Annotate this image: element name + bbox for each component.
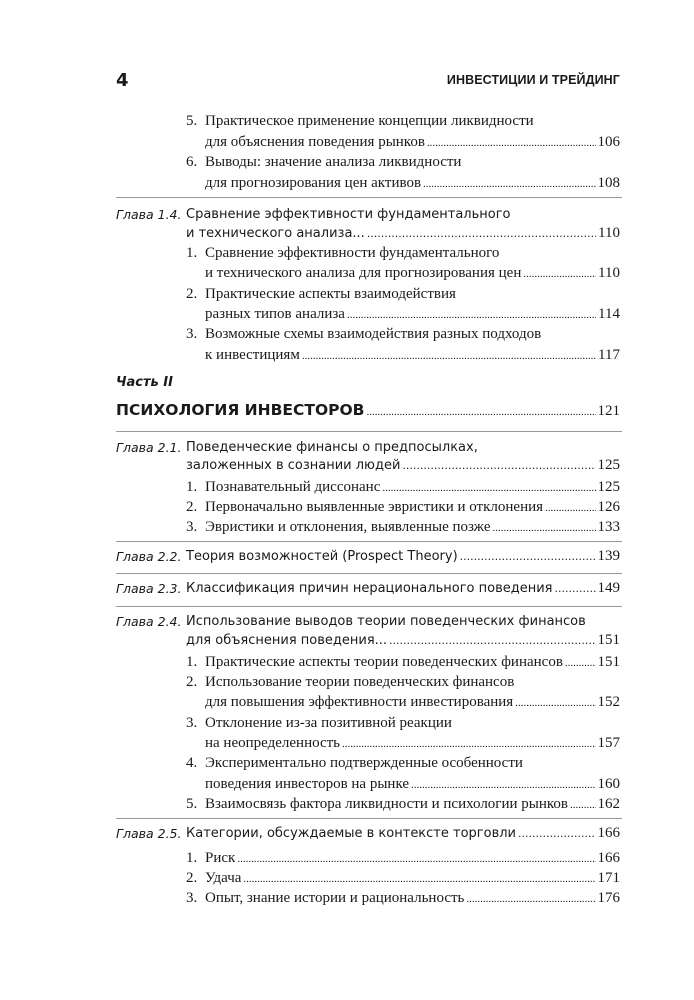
part-title: ПСИХОЛОГИЯ ИНВЕСТОРОВ [116, 401, 365, 419]
item-title: Познавательный диссонанс [205, 479, 381, 495]
toc-item [0, 713, 694, 735]
item-number: 3. [186, 326, 198, 342]
chapter-title: Классификация причин нерационального поведения [186, 581, 553, 596]
chapter-entry-cont [0, 223, 694, 245]
dot-leader [493, 518, 596, 538]
item-title: Практическое применение концепции ликвидности [205, 113, 534, 129]
toc-item-cont [0, 692, 694, 714]
toc-item [0, 848, 694, 870]
chapter-title: для объяснения поведения... [186, 633, 388, 648]
page-ref: 114 [598, 306, 620, 322]
chapter-label: Глава 2.2. [116, 549, 182, 564]
item-number: 2. [186, 286, 198, 302]
toc-item [0, 497, 694, 519]
dot-leader [411, 775, 595, 795]
chapter-title: Поведенческие финансы о предпосылках, [186, 440, 478, 455]
divider [116, 573, 622, 574]
divider [116, 197, 622, 198]
item-number: 3. [186, 890, 198, 906]
item-title: Использование теории поведенческих финансов [205, 674, 515, 690]
toc-item [0, 794, 694, 816]
toc-item [0, 111, 694, 133]
toc-item-cont [0, 132, 694, 154]
page-ref: 121 [597, 403, 620, 419]
toc-item [0, 517, 694, 539]
chapter-label: Глава 2.3. [116, 581, 182, 596]
toc-item [0, 652, 694, 674]
item-title: Сравнение эффективности фундаментального [205, 245, 500, 261]
item-number: 1. [186, 479, 198, 495]
page-ref: 139 [597, 548, 620, 564]
dot-leader [515, 693, 595, 713]
dot-leader [554, 579, 595, 599]
chapter-title: заложенных в сознании людей [186, 458, 401, 473]
toc-item [0, 753, 694, 775]
divider [116, 606, 622, 607]
page-ref: 166 [597, 825, 620, 841]
part-label: Часть II [116, 375, 173, 390]
toc-item [0, 477, 694, 499]
item-title: Удача [205, 870, 242, 886]
dot-leader [367, 224, 596, 244]
toc-item [0, 324, 694, 346]
dot-leader [518, 824, 596, 844]
item-number: 2. [186, 674, 198, 690]
toc-item-cont [0, 345, 694, 367]
toc-item [0, 284, 694, 306]
page-ref: 157 [597, 735, 620, 751]
toc-item-cont [0, 774, 694, 796]
dot-leader [565, 653, 596, 673]
chapter-label: Глава 2.5. [116, 826, 182, 841]
chapter-label: Глава 2.4. [116, 614, 182, 629]
page-ref: 106 [597, 134, 620, 150]
item-title: Экспериментально подтвержденные особенности [205, 755, 523, 771]
toc-item [0, 888, 694, 910]
page-ref: 133 [597, 519, 620, 535]
chapter-entry-cont [0, 455, 694, 477]
dot-leader [545, 498, 595, 518]
dot-leader [402, 456, 595, 476]
item-title: на неопределенность [205, 735, 341, 751]
chapter-title: и технического анализа... [186, 226, 365, 241]
item-title: и технического анализа для прогнозирования цен [205, 265, 522, 281]
toc-item [0, 152, 694, 174]
item-title: Практические аспекты взаимодействия [205, 286, 456, 302]
page-ref: 162 [597, 796, 620, 812]
item-number: 1. [186, 654, 198, 670]
chapter-title: Теория возможностей (Prospect Theory) [186, 549, 458, 564]
page-ref: 126 [597, 499, 620, 515]
page-ref: 166 [597, 850, 620, 866]
part-title-entry [0, 400, 694, 424]
chapter-entry-cont [0, 630, 694, 652]
page-ref: 125 [597, 457, 620, 473]
dot-leader [342, 734, 595, 754]
page-ref: 151 [597, 654, 620, 670]
page-ref: 110 [598, 265, 620, 281]
dot-leader [460, 547, 596, 567]
item-title: для повышения эффективности инвестирования [205, 694, 514, 710]
divider [116, 541, 622, 542]
item-number: 1. [186, 850, 198, 866]
toc-item-cont [0, 733, 694, 755]
page-ref: 110 [598, 225, 620, 241]
item-number: 3. [186, 519, 198, 535]
item-title: к инвестициям [205, 347, 300, 363]
chapter-label: Глава 1.4. [116, 207, 182, 222]
page-ref: 176 [597, 890, 620, 906]
dot-leader [523, 264, 596, 284]
item-number: 2. [186, 870, 198, 886]
toc-item-cont [0, 304, 694, 326]
toc-item [0, 868, 694, 890]
dot-leader [367, 402, 596, 422]
item-title: Эвристики и отклонения, выявленные позже [205, 519, 491, 535]
dot-leader [302, 346, 596, 366]
page-number: 4 [116, 70, 129, 91]
dot-leader [347, 305, 596, 325]
item-title: разных типов анализа [205, 306, 345, 322]
divider [116, 818, 622, 819]
item-number: 5. [186, 796, 198, 812]
dot-leader [570, 795, 596, 815]
dot-leader [382, 478, 595, 498]
item-title: Риск [205, 850, 236, 866]
page-header [116, 70, 620, 94]
item-title: для прогнозирования цен активов [205, 175, 422, 191]
page-ref: 152 [597, 694, 620, 710]
item-number: 2. [186, 499, 198, 515]
item-title: Выводы: значение анализа ликвидности [205, 154, 462, 170]
dot-leader [237, 849, 595, 869]
chapter-title: Категории, обсуждаемые в контексте торговли [186, 826, 516, 841]
item-title: Первоначально выявленные эвристики и отклонения [205, 499, 544, 515]
page-ref: 160 [597, 776, 620, 792]
toc-item-cont [0, 263, 694, 285]
toc-item [0, 243, 694, 265]
dot-leader [423, 174, 595, 194]
item-number: 3. [186, 715, 198, 731]
chapter-title: Использование выводов теории поведенческих финансов [186, 614, 586, 629]
item-title: Практические аспекты теории поведенческих финансов [205, 654, 563, 670]
chapter-title: Сравнение эффективности фундаментального [186, 207, 511, 222]
chapter-label: Глава 2.1. [116, 440, 182, 455]
divider [116, 431, 622, 432]
page-ref: 117 [598, 347, 620, 363]
dot-leader [243, 869, 595, 889]
page-ref: 125 [597, 479, 620, 495]
item-title: Взаимосвязь фактора ликвидности и психологии рынков [205, 796, 568, 812]
page-ref: 171 [597, 870, 620, 886]
item-title: поведения инвесторов на рынке [205, 776, 410, 792]
chapter-entry [0, 578, 694, 600]
item-title: Возможные схемы взаимодействия разных подходов [205, 326, 542, 342]
page-ref: 149 [597, 580, 620, 596]
running-title: ИНВЕСТИЦИИ И ТРЕЙДИНГ [446, 73, 620, 87]
toc-item [0, 672, 694, 694]
item-title: для объяснения поведения рынков [205, 134, 425, 150]
toc-item-cont [0, 173, 694, 195]
item-title: Опыт, знание истории и рациональность [205, 890, 465, 906]
item-number: 5. [186, 113, 198, 129]
item-number: 6. [186, 154, 198, 170]
dot-leader [389, 631, 595, 651]
item-number: 1. [186, 245, 198, 261]
page-ref: 151 [597, 632, 620, 648]
page-ref: 108 [597, 175, 620, 191]
dot-leader [466, 889, 595, 909]
chapter-entry [0, 823, 694, 845]
item-number: 4. [186, 755, 198, 771]
item-title: Отклонение из-за позитивной реакции [205, 715, 452, 731]
chapter-entry [0, 546, 694, 568]
dot-leader [427, 133, 596, 153]
